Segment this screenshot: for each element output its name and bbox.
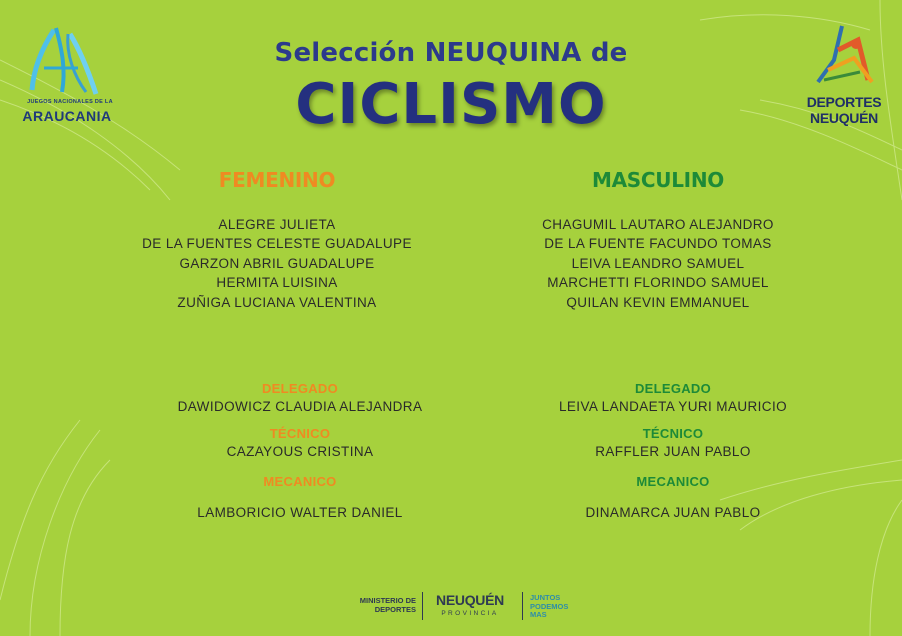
tecnico-label: TÉCNICO bbox=[269, 426, 331, 441]
femenino-column bbox=[117, 168, 437, 312]
neuquen-logo-text: NEUQUÉN bbox=[436, 592, 504, 608]
femenino-heading: FEMENINO bbox=[218, 168, 336, 192]
logo-left-line1: JUEGOS NACIONALES DE LA bbox=[27, 99, 113, 105]
footer-divider bbox=[422, 592, 423, 620]
athlete-name: DE LA FUENTES CELESTE GUADALUPE bbox=[142, 236, 412, 252]
masculino-staff bbox=[513, 380, 833, 522]
slogan-logo bbox=[530, 594, 590, 620]
slogan-line2: PODEMOS bbox=[530, 601, 569, 611]
ministerio-logo bbox=[338, 596, 416, 614]
mecanico-name: DINAMARCA JUAN PABLO bbox=[585, 505, 761, 520]
footer-divider bbox=[522, 592, 523, 620]
delegado-label: DELEGADO bbox=[261, 381, 339, 396]
page-subtitle: Selección NEUQUINA de bbox=[274, 38, 628, 68]
logo-left-line2: ARAUCANIA bbox=[22, 108, 112, 124]
ministerio-line2: DEPORTES bbox=[374, 605, 416, 614]
femenino-staff bbox=[140, 380, 460, 522]
athlete-name: MARCHETTI FLORINDO SAMUEL bbox=[547, 275, 769, 291]
logo-right-line1: DEPORTES bbox=[806, 94, 882, 110]
slogan-line3: MAS bbox=[530, 610, 547, 619]
tecnico-name: CAZAYOUS CRISTINA bbox=[226, 444, 374, 459]
mecanico-label: MECANICO bbox=[263, 474, 337, 489]
mecanico-label: MECANICO bbox=[636, 474, 710, 489]
logo-right-line2: NEUQUÉN bbox=[810, 110, 878, 126]
athlete-name: ALEGRE JULIETA bbox=[218, 217, 336, 232]
athlete-name: HERMITA LUISINA bbox=[216, 275, 338, 291]
tecnico-label: TÉCNICO bbox=[642, 426, 704, 441]
athlete-name: CHAGUMIL LAUTARO ALEJANDRO bbox=[542, 217, 774, 232]
athlete-name: ZUÑIGA LUCIANA VALENTINA bbox=[177, 294, 377, 310]
athlete-name: DE LA FUENTE FACUNDO TOMAS bbox=[544, 236, 772, 252]
delegado-name: DAWIDOWICZ CLAUDIA ALEJANDRA bbox=[177, 399, 423, 414]
masculino-heading: MASCULINO bbox=[592, 168, 724, 192]
tecnico-name: RAFFLER JUAN PABLO bbox=[595, 444, 751, 459]
athlete-name: GARZON ABRIL GUADALUPE bbox=[179, 255, 375, 271]
provincia-text: PROVINCIA bbox=[441, 610, 499, 617]
delegado-label: DELEGADO bbox=[634, 381, 712, 396]
delegado-name: LEIVA LANDAETA YURI MAURICIO bbox=[558, 399, 787, 414]
athlete-name: QUILAN KEVIN EMMANUEL bbox=[566, 294, 750, 310]
footer-logos bbox=[330, 590, 590, 622]
masculino-column bbox=[498, 168, 818, 312]
ministerio-line1: MINISTERIO DE bbox=[359, 596, 416, 605]
page-title: CICLISMO bbox=[295, 72, 607, 137]
athlete-name: LEIVA LEANDRO SAMUEL bbox=[571, 255, 745, 271]
mecanico-name: LAMBORICIO WALTER DANIEL bbox=[197, 505, 403, 520]
slogan-line1: JUNTOS bbox=[530, 593, 561, 602]
